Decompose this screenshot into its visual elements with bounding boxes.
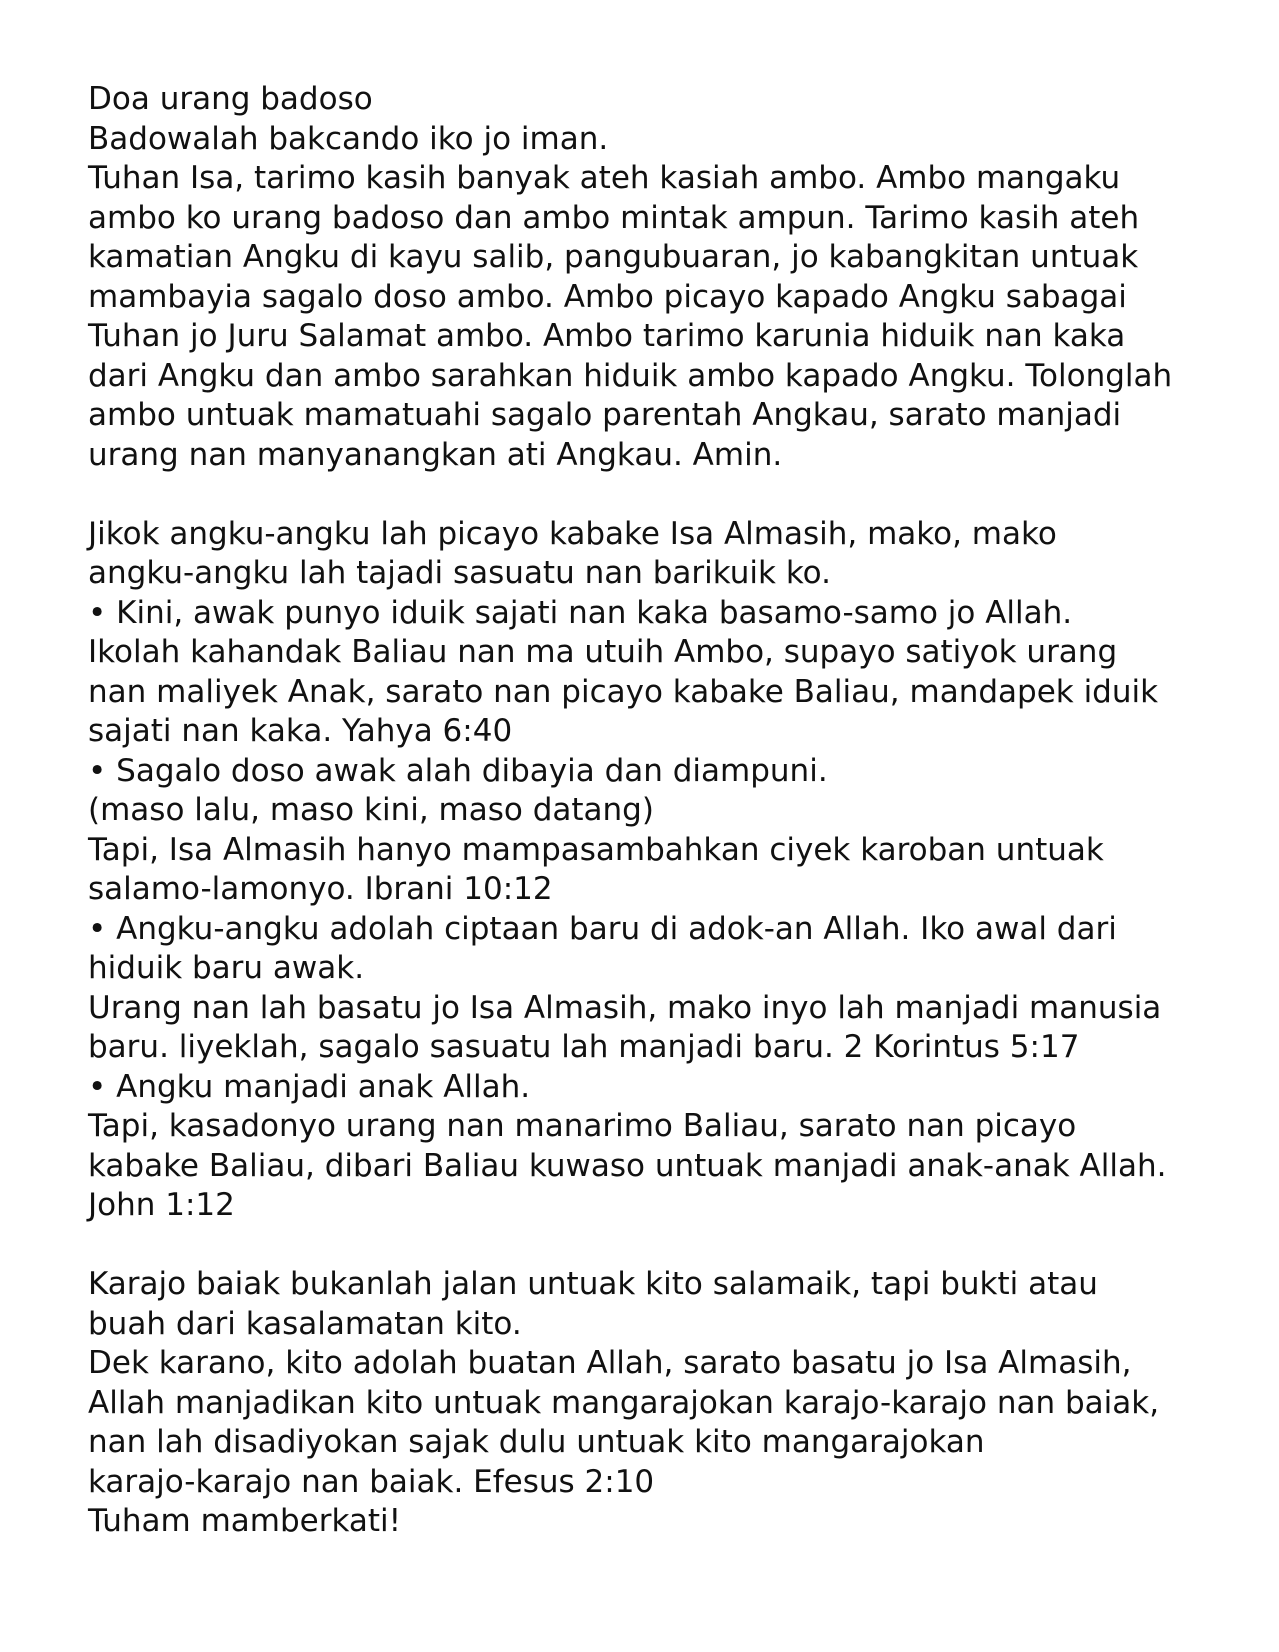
prayer-paragraph: [88, 159, 1228, 475]
section-line: Ikolah kahandak Baliau nan ma utuih Ambo, supayo satiyok urang: [88, 634, 1118, 670]
section-line: Dek karano, kito adolah buatan Allah, sarato basatu jo Isa Almasih,: [88, 1345, 1132, 1381]
section-line: Tapi, kasadonyo urang nan manarimo Baliau, sarato nan picayo: [88, 1108, 1077, 1144]
section-line: angku-angku lah tajadi sasuatu nan barikuik ko.: [88, 555, 831, 591]
prayer-line: ambo untuak mamatuahi sagalo parentah Angkau, sarato manjadi: [88, 397, 1122, 433]
intro-line: Badowalah bakcando iko jo iman.: [88, 120, 609, 157]
section-line: Jikok angku-angku lah picayo kabake Isa Almasih, mako, mako: [88, 515, 1057, 552]
section-line: buah dari kasalamatan kito.: [88, 1305, 522, 1342]
document-page: [88, 80, 1228, 1542]
section-line: kabake Baliau, dibari Baliau kuwaso untuak manjadi anak-anak Allah.: [88, 1147, 1167, 1184]
prayer-line: dari Angku dan ambo sarahkan hiduik ambo kapado Angku. Tolonglah: [88, 357, 1173, 394]
section-line: salamo-lamonyo. Ibrani 10:12: [88, 871, 553, 907]
section-line: John 1:12: [88, 1187, 235, 1223]
promises-section: [88, 515, 1228, 1226]
closing-line: Tuham mamberkati!: [88, 1503, 402, 1539]
section-line: sajati nan kaka. Yahya 6:40: [88, 713, 513, 749]
paragraph-spacer: [88, 1226, 1228, 1266]
bullet-line: • Angku manjadi anak Allah.: [88, 1068, 531, 1105]
document-title: Doa urang badoso: [88, 81, 373, 117]
bullet-line: • Angku-angku adolah ciptaan baru di adok-an Allah. Iko awal dari: [88, 910, 1117, 947]
section-line: nan lah disadiyokan sajak dulu untuak kito mangarajokan: [88, 1424, 985, 1460]
prayer-line: urang nan manyanangkan ati Angkau. Amin.: [88, 436, 783, 473]
prayer-line: mambayia sagalo doso ambo. Ambo picayo kapado Angku sabagai: [88, 278, 1127, 315]
paragraph-spacer: [88, 475, 1228, 515]
prayer-line: kamatian Angku di kayu salib, pangubuaran, jo kabangkitan untuak: [88, 239, 1139, 275]
section-line: hiduik baru awak.: [88, 950, 365, 986]
prayer-line: ambo ko urang badoso dan ambo mintak ampun. Tarimo kasih ateh: [88, 199, 1140, 236]
prayer-line: Tuhan jo Juru Salamat ambo. Ambo tarimo karunia hiduik nan kaka: [88, 318, 1126, 354]
section-line: Allah manjadikan kito untuak mangarajokan karajo-karajo nan baiak,: [88, 1384, 1160, 1421]
section-line: nan maliyek Anak, sarato nan picayo kabake Baliau, mandapek iduik: [88, 673, 1159, 710]
good-works-section: [88, 1265, 1228, 1542]
section-line: (maso lalu, maso kini, maso datang): [88, 792, 654, 828]
section-line: Tapi, Isa Almasih hanyo mampasambahkan ciyek karoban untuak: [88, 831, 1104, 868]
section-line: Urang nan lah basatu jo Isa Almasih, mako inyo lah manjadi manusia: [88, 989, 1162, 1026]
prayer-line: Tuhan Isa, tarimo kasih banyak ateh kasiah ambo. Ambo mangaku: [88, 160, 1121, 196]
section-line: Karajo baiak bukanlah jalan untuak kito salamaik, tapi bukti atau: [88, 1266, 1098, 1302]
section-line: baru. liyeklah, sagalo sasuatu lah manjadi baru. 2 Korintus 5:17: [88, 1029, 1080, 1065]
section-line: karajo-karajo nan baiak. Efesus 2:10: [88, 1463, 655, 1500]
bullet-line: • Sagalo doso awak alah dibayia dan diampuni.: [88, 752, 828, 789]
bullet-line: • Kini, awak punyo iduik sajati nan kaka basamo-samo jo Allah.: [88, 594, 1073, 631]
